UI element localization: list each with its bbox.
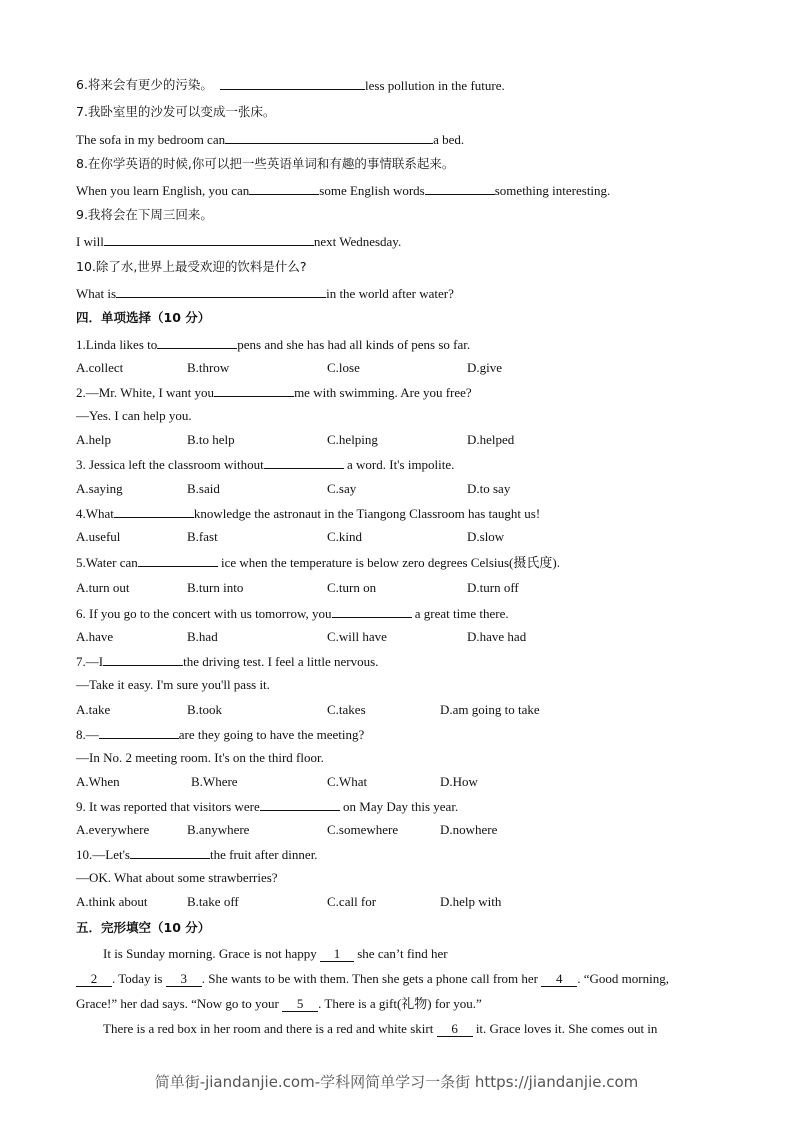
option-c[interactable]: C.call for <box>327 894 377 909</box>
option-d[interactable]: D.slow <box>467 529 505 544</box>
option-d[interactable]: D.turn off <box>467 580 519 595</box>
question-4-options <box>76 529 716 545</box>
answer-blank[interactable] <box>425 182 495 195</box>
option-d[interactable]: D.How <box>440 774 478 789</box>
option-c[interactable]: C.kind <box>327 529 363 544</box>
option-a[interactable]: A.useful <box>76 529 121 544</box>
question-4-stem: 4.What knowledge the astronaut in the Tiangong Classroom has taught us! <box>76 506 541 521</box>
answer-blank[interactable] <box>220 77 365 90</box>
answer-blank[interactable] <box>260 798 340 811</box>
question-9-options <box>76 822 716 838</box>
option-d[interactable]: D.help with <box>440 894 502 909</box>
option-c[interactable]: C.somewhere <box>327 822 399 837</box>
option-c[interactable]: C.turn on <box>327 580 377 595</box>
cloze-paragraph-line: It is Sunday morning. Grace is not happy 1 she can’t find her <box>103 946 448 961</box>
option-c[interactable]: C.lose <box>327 360 360 375</box>
question-3-options <box>76 481 716 497</box>
option-a[interactable]: A.everywhere <box>76 822 150 837</box>
cloze-blank-6[interactable]: 6 <box>437 1022 473 1037</box>
answer-blank[interactable] <box>214 384 294 397</box>
option-c[interactable]: C.will have <box>327 629 387 644</box>
question-10-stem: 10.—Let's the fruit after dinner. <box>76 847 318 862</box>
cloze-blank-3[interactable]: 3 <box>166 972 202 987</box>
option-a[interactable]: A.collect <box>76 360 124 375</box>
answer-blank[interactable] <box>103 653 183 666</box>
answer-blank[interactable] <box>104 233 314 246</box>
question-1-options <box>76 360 716 376</box>
question-2-reply: —Yes. I can help you. <box>76 408 192 423</box>
question-6-options <box>76 629 716 645</box>
question-3-stem: 3. Jessica left the classroom without a word. It's impolite. <box>76 457 455 472</box>
q6-english: less pollution in the future. <box>220 77 505 94</box>
option-b[interactable]: B.fast <box>187 529 218 544</box>
option-b[interactable]: B.take off <box>187 894 239 909</box>
option-b[interactable]: B.Where <box>191 774 238 789</box>
cloze-paragraph-line: Grace!” her dad says. “Now go to your 5 . There is a gift(礼物) for you.” <box>76 996 482 1011</box>
question-8-options <box>76 774 716 790</box>
option-b[interactable]: B.took <box>187 702 223 717</box>
option-a[interactable]: A.When <box>76 774 120 789</box>
page-footer: 简单街-jiandanjie.com-学科网简单学习一条街 https://jiandanjie.com <box>154 1073 639 1091</box>
question-6-stem: 6. If you go to the concert with us tomorrow, you a great time there. <box>76 606 509 621</box>
option-a[interactable]: A.think about <box>76 894 148 909</box>
cloze-blank-2[interactable]: 2 <box>76 972 112 987</box>
option-b[interactable]: B.anywhere <box>187 822 250 837</box>
section4-title: 四．单项选择（10 分） <box>76 310 211 325</box>
question-2-options <box>76 432 716 448</box>
option-b[interactable]: B.to help <box>187 432 235 447</box>
question-8-reply: —In No. 2 meeting room. It's on the third floor. <box>76 750 324 765</box>
question-8-stem: 8.— are they going to have the meeting? <box>76 727 365 742</box>
question-7-options <box>76 702 716 718</box>
cloze-blank-1[interactable]: 1 <box>320 947 354 962</box>
option-c[interactable]: C.What <box>327 774 368 789</box>
question-1-stem: 1.Linda likes to pens and she has had all kinds of pens so far. <box>76 337 471 352</box>
answer-blank[interactable] <box>225 131 433 144</box>
option-b[interactable]: B.said <box>187 481 220 496</box>
option-c[interactable]: C.say <box>327 481 357 496</box>
answer-blank[interactable] <box>114 505 194 518</box>
option-b[interactable]: B.throw <box>187 360 230 375</box>
answer-blank[interactable] <box>116 285 326 298</box>
answer-blank[interactable] <box>264 456 344 469</box>
q6-chinese: 6.将来会有更少的污染。 <box>76 77 213 92</box>
q8-chinese: 8.在你学英语的时候,你可以把一些英语单词和有趣的事情联系起来。 <box>76 156 455 171</box>
q10-chinese: 10.除了水,世界上最受欢迎的饮料是什么? <box>76 259 307 274</box>
option-c[interactable]: C.takes <box>327 702 366 717</box>
q7-chinese: 7.我卧室里的沙发可以变成一张床。 <box>76 104 276 119</box>
option-a[interactable]: A.have <box>76 629 114 644</box>
option-c[interactable]: C.helping <box>327 432 378 447</box>
q7-english: The sofa in my bedroom can a bed. <box>76 132 465 147</box>
option-b[interactable]: B.turn into <box>187 580 244 595</box>
answer-blank[interactable] <box>249 182 319 195</box>
option-d[interactable]: D.am going to take <box>440 702 540 717</box>
option-d[interactable]: D.nowhere <box>440 822 498 837</box>
question-7-reply: —Take it easy. I'm sure you'll pass it. <box>76 677 270 692</box>
section5-title: 五．完形填空（10 分） <box>76 920 211 935</box>
answer-blank[interactable] <box>130 846 210 859</box>
option-d[interactable]: D.give <box>467 360 503 375</box>
option-a[interactable]: A.saying <box>76 481 123 496</box>
answer-blank[interactable] <box>138 554 218 567</box>
q10-english: What is in the world after water? <box>76 286 454 301</box>
answer-blank[interactable] <box>157 336 237 349</box>
cloze-paragraph-line: There is a red box in her room and there is a red and white skirt 6 it. Grace loves it. She comes out in <box>103 1021 658 1036</box>
q9-english: I will next Wednesday. <box>76 234 402 249</box>
question-5-options <box>76 580 716 596</box>
option-a[interactable]: A.turn out <box>76 580 130 595</box>
option-a[interactable]: A.take <box>76 702 111 717</box>
option-b[interactable]: B.had <box>187 629 218 644</box>
cloze-blank-4[interactable]: 4 <box>541 972 577 987</box>
option-d[interactable]: D.have had <box>467 629 527 644</box>
question-10-options <box>76 894 716 910</box>
question-7-stem: 7.—I the driving test. I feel a little nervous. <box>76 654 379 669</box>
option-d[interactable]: D.to say <box>467 481 511 496</box>
answer-blank[interactable] <box>99 726 179 739</box>
cloze-paragraph-line: 2 . Today is 3 . She wants to be with them. Then she gets a phone call from her 4 . “Good morning, <box>76 971 669 987</box>
option-d[interactable]: D.helped <box>467 432 515 447</box>
question-9-stem: 9. It was reported that visitors were on May Day this year. <box>76 799 459 814</box>
question-2-stem: 2.—Mr. White, I want you me with swimming. Are you free? <box>76 385 472 400</box>
answer-blank[interactable] <box>332 605 412 618</box>
question-5-stem: 5.Water can ice when the temperature is below zero degrees Celsius(摄氏度). <box>76 555 560 570</box>
question-10-reply: —OK. What about some strawberries? <box>76 870 278 885</box>
q8-english: When you learn English, you can some English words something interesting. <box>76 183 611 198</box>
option-a[interactable]: A.help <box>76 432 112 447</box>
q9-chinese: 9.我将会在下周三回来。 <box>76 207 213 222</box>
cloze-blank-5[interactable]: 5 <box>282 997 318 1012</box>
